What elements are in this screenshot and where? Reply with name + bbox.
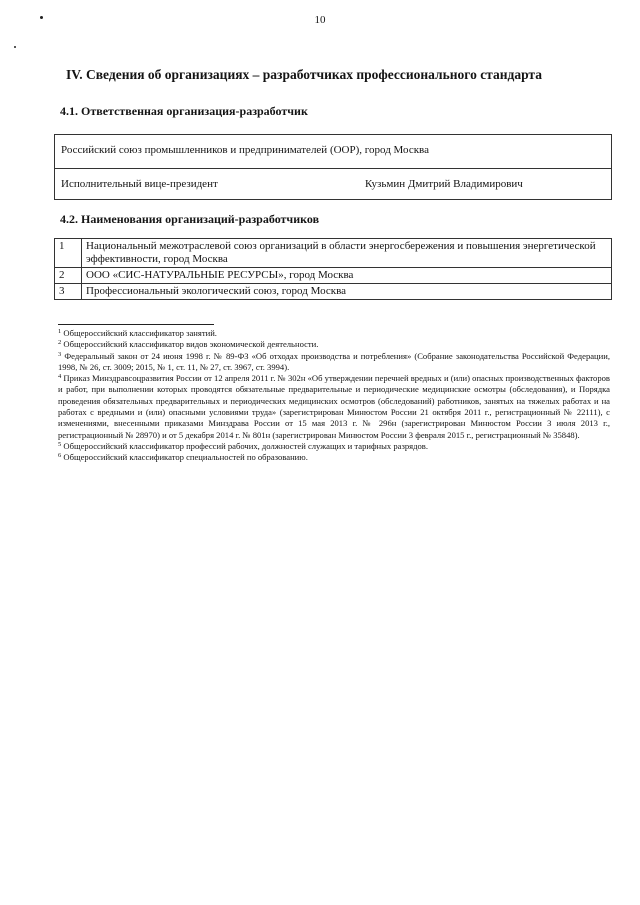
footnote-text: Общероссийский классификатор специальностей по образованию. xyxy=(63,452,308,463)
footnote-text: Приказ Минздравсоцразвития России от 12 апреля 2011 г. № 302н «Об утверждении перечней вредных и (или) опасных производственных факторов и работ, при выполнении которых проводятся обязательные предварительные и периодические медицинские осмотры (обследования), и Порядка проведения обязательных предварительных и периодических медицинских осмотров (обследований) работников, занятых на тяжелых работах и на работах с вредными и (или) опасными условиями труда» (зарегистрирован Минюстом России 21 октября 2011 г., регистрационный № 22111), с изменениями, внесенными приказами Минздрава России от 15 мая 2013 г. № 296н (зарегистрирован Минюстом России 3 июля 2013 г., регистрационный № 28970) и от 5 декабря 2014 г. № 801н (зарегистрирован Минюстом России 3 февраля 2015 г., регистрационный № 35848). xyxy=(58,373,610,440)
row-number: 1 xyxy=(55,239,82,268)
footnote xyxy=(58,351,610,374)
footnote xyxy=(58,328,610,339)
developers-heading: 4.2. Наименования организаций-разработчиков xyxy=(60,212,320,226)
responsible-org-name: Российский союз промышленников и предпринимателей (ООР), город Москва xyxy=(61,144,429,156)
footnotes xyxy=(58,328,610,464)
footnote-separator xyxy=(58,324,214,325)
footnote xyxy=(58,452,610,463)
footnote xyxy=(58,373,610,441)
footnote-text: Федеральный закон от 24 июня 1998 г. № 89-ФЗ «Об отходах производства и потребления» (Собрание законодательства Российской Федерации, 1998, № 26, ст. 3009; 2015, № 1, ст. 11, № 27, ст. 3967, ст. 3994). xyxy=(58,350,611,372)
developer-name: Национальный межотраслевой союз организаций в области энергосбережения и повышения энергетической эффективности, город Москва xyxy=(82,239,612,268)
scan-speck xyxy=(14,46,16,48)
section-heading: IV. Сведения об организациях – разработчиках профессионального стандарта xyxy=(66,67,542,82)
responsible-org-row xyxy=(55,135,611,169)
developers-table xyxy=(54,238,612,300)
footnote xyxy=(58,441,610,452)
footnote xyxy=(58,339,610,350)
responsible-heading: 4.1. Ответственная организация-разработчик xyxy=(60,104,308,118)
footnote-text: Общероссийский классификатор занятий. xyxy=(63,328,217,338)
footnote-mark: 3 xyxy=(58,350,62,358)
row-number: 2 xyxy=(55,268,82,284)
responsible-org-table xyxy=(54,134,612,200)
table-row xyxy=(55,284,612,300)
footnote-text: Общероссийский классификатор профессий рабочих, должностей служащих и тарифных разрядов. xyxy=(63,440,428,451)
table-row xyxy=(55,268,612,284)
row-number: 3 xyxy=(55,284,82,300)
responsible-position: Исполнительный вице-президент xyxy=(61,178,218,190)
footnote-mark: 2 xyxy=(58,339,62,347)
developer-name: Профессиональный экологический союз, город Москва xyxy=(82,284,612,300)
footnote-text: Общероссийский классификатор видов экономической деятельности. xyxy=(63,339,319,350)
footnote-mark: 4 xyxy=(58,373,62,381)
responsible-person-row xyxy=(55,169,611,199)
footnote-mark: 6 xyxy=(58,452,62,460)
footnote-mark: 1 xyxy=(58,328,62,335)
footnote-mark: 5 xyxy=(58,440,62,448)
responsible-person: Кузьмин Дмитрий Владимирович xyxy=(365,178,523,190)
table-row xyxy=(55,239,612,268)
page-number: 10 xyxy=(314,14,326,26)
developer-name: ООО «СИС-НАТУРАЛЬНЫЕ РЕСУРСЫ», город Москва xyxy=(82,268,612,284)
